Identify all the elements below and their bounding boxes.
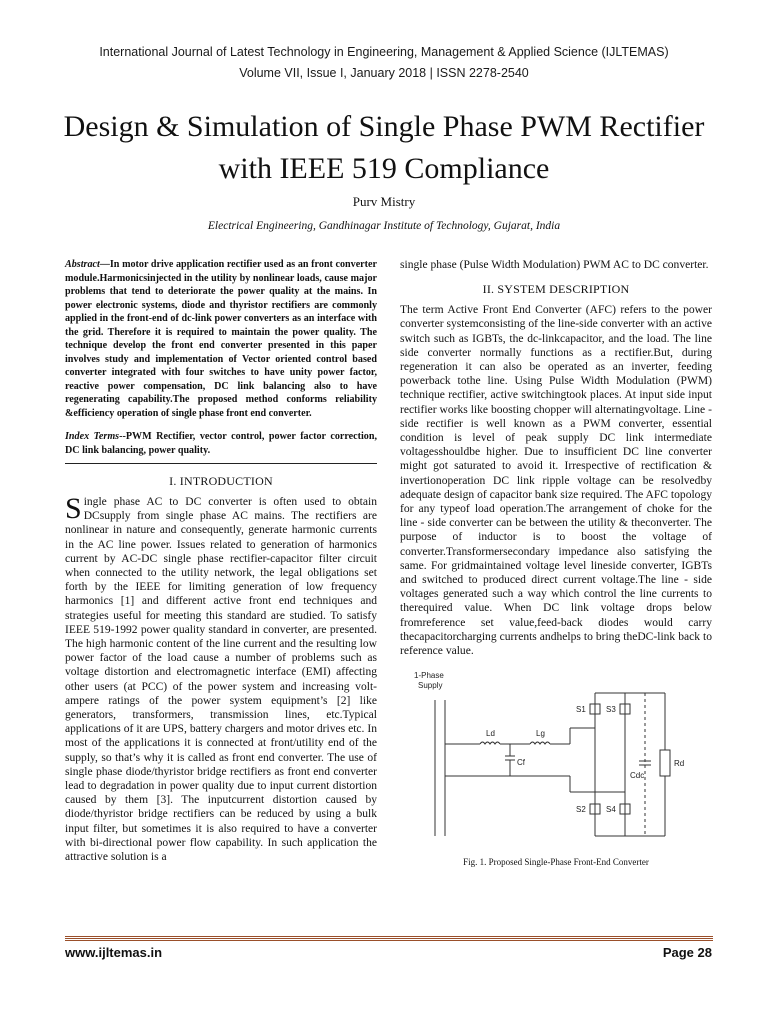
switch-s2-label: S2: [576, 805, 586, 815]
intro-heading: I. INTRODUCTION: [169, 474, 273, 488]
left-column: [65, 258, 377, 864]
journal-volume: Volume VII, Issue I, January 2018 | ISSN 2278-2540: [239, 66, 529, 80]
footer-divider: [65, 936, 713, 941]
paper-affiliation: Electrical Engineering, Gandhinagar Institute of Technology, Gujarat, India: [207, 220, 561, 232]
switch-s1-label: S1: [576, 705, 586, 715]
paper-author: Purv Mistry: [352, 194, 416, 209]
footer-page-number: Page 28: [662, 945, 712, 960]
supply-label-2: Supply: [418, 681, 443, 691]
intro-text: ingle phase AC to DC converter is often used to obtain DCsupply from single phase AC mains. The rectifiers are nonlinear in nature and consequently, generate harmonic currents in the AC line power. Issues related to generation of harmonics current by AC-DC single phase rectifier-capacitor filter circuit when connected to the utility network, the legal obligations set forth by the IEEE for limiting generation of low frequency harmonics [1] and different active front end techniques and strategies useful for meeting this standard are studied. To satisfy IEEE 519-1992 power quality standard in converter, are presented. The high harmonic content of the line current and the resulting low power factor of the load cause a number of problems such as voltage distortion and electromagnetic interface (EMI) affecting other users (at PCC) of the power system and increasing volt-ampere ratings of the power system equipment’s [2] like generators, transformers, transmission lines, etc.Typical applications of it are UPS, battery chargers and motor drives etc. In most of the applications it is connected at front/utility end of the supply, so that’s why it is called as front end converter. The use of single phase diode/thyristor bridge rectifiers as front end converter lead to degradation in power quality due to input current distortion caused by them [3]. The inputcurrent distortion caused by diode/thyristor bridge rectifiers can be reduced by using a bulk input filter, but sometimes it is also required to have a converter with bi-directional power flow capability. In such application the attractive solution is a: [65, 496, 377, 864]
journal-header: [0, 42, 768, 84]
abstract-lead: Abstract: [65, 259, 100, 270]
figure-caption: Fig. 1. Proposed Single-Phase Front-End Converter: [463, 857, 649, 868]
dc-cap-label: Cdc: [630, 771, 645, 781]
switch-s3-label: S3: [606, 705, 616, 715]
converter-circuit-diagram: [400, 668, 712, 848]
inductor-ld-label: Ld: [486, 729, 495, 739]
abstract: [65, 258, 377, 420]
system-description-heading: II. SYSTEM DESCRIPTION: [482, 282, 630, 297]
index-terms-lead: Index Terms: [65, 431, 120, 442]
inductor-lg-label: Lg: [536, 729, 545, 739]
section-divider: [65, 463, 377, 464]
right-column: [400, 258, 712, 867]
index-terms: [65, 430, 377, 457]
supply-label-1: 1-Phase: [414, 671, 444, 681]
load-resistor-label: Rd: [674, 759, 685, 769]
paper-title: Design & Simulation of Single Phase PWM Rectifier with IEEE 519 Compliance: [63, 110, 705, 185]
intro-continuation: single phase (Pulse Width Modulation) PWM AC to DC converter.: [400, 259, 709, 271]
footer-website: www.ijltemas.in: [65, 945, 163, 960]
index-terms-text: --PWM Rectifier, vector control, power factor correction, DC link balancing, power quality.: [65, 431, 377, 456]
journal-name: International Journal of Latest Technology in Engineering, Management & Applied Science (IJLTEMAS): [99, 45, 669, 59]
abstract-text: —In motor drive application rectifier used as an front converter module.Harmonicsinjected in the utility by nonlinear loads, cause major problems that tend to deteriorate the power quality at the mains. In power electronic systems, diode and thyristor rectifiers are commonly applied in the front-end of dc-link power converters as an interface with the grid. Therefore it is required to maintain the power quality. The technique develop the front end converter presented in this paper involves study and implementation of Vector oriented control based converter integrated with four switches to have unity power factor, reactive power compensation, DC link balancing also to have regenerating capability.The proposed method conforms reliability &efficiency operation of single phase front end converter.: [65, 259, 377, 419]
filter-cap-label: Cf: [517, 758, 525, 768]
system-description-text: The term Active Front End Converter (AFC) refers to the power converter systemconsisting of the line-side converter with an active switch such as IGBTs, the dc-linkcapacitor, and the load. The line side converter normally functions as a rectifier.But, during regeneration it can also be operated as an inverter, feeding powerback tothe line. Using Pulse Width Modulation (PWM) technique rectifier, active switchingtook places. At input side input rectifier works like boosting chopper will alternatingvoltage. Line - side rectifier is well known as a PWM converter, essential condition is level of peak supply DC link intermediate voltagesshouldbe higher. Due to insufficient DC line converter might got saturated to avoid it. Irrespective of rectification & invertionoperation DC link ripple voltage can be resolvedby adequate design of capacitor bank size required. The AFC topology for any typeof load operation.The arrangement of choke for the line - side converter can be between the utility & theconverter. The purpose of inductor is to boost the voltage of converter.Transformersecondary impedance also satisfying the same. For gridmaintained voltage level lineside converter, IGBTs and switched to produced direct current voltage.The line - side voltages generated such a way which control the line currents to therequired value. When DC link voltage drops below fromreference set value,feed-back diodes would carry thecapacitorcharging currents andhelps to bring theDC-link back to reference value.: [400, 304, 712, 658]
drop-cap: S: [65, 492, 82, 525]
switch-s4-label: S4: [606, 805, 616, 815]
intro-paragraph: [65, 492, 377, 864]
